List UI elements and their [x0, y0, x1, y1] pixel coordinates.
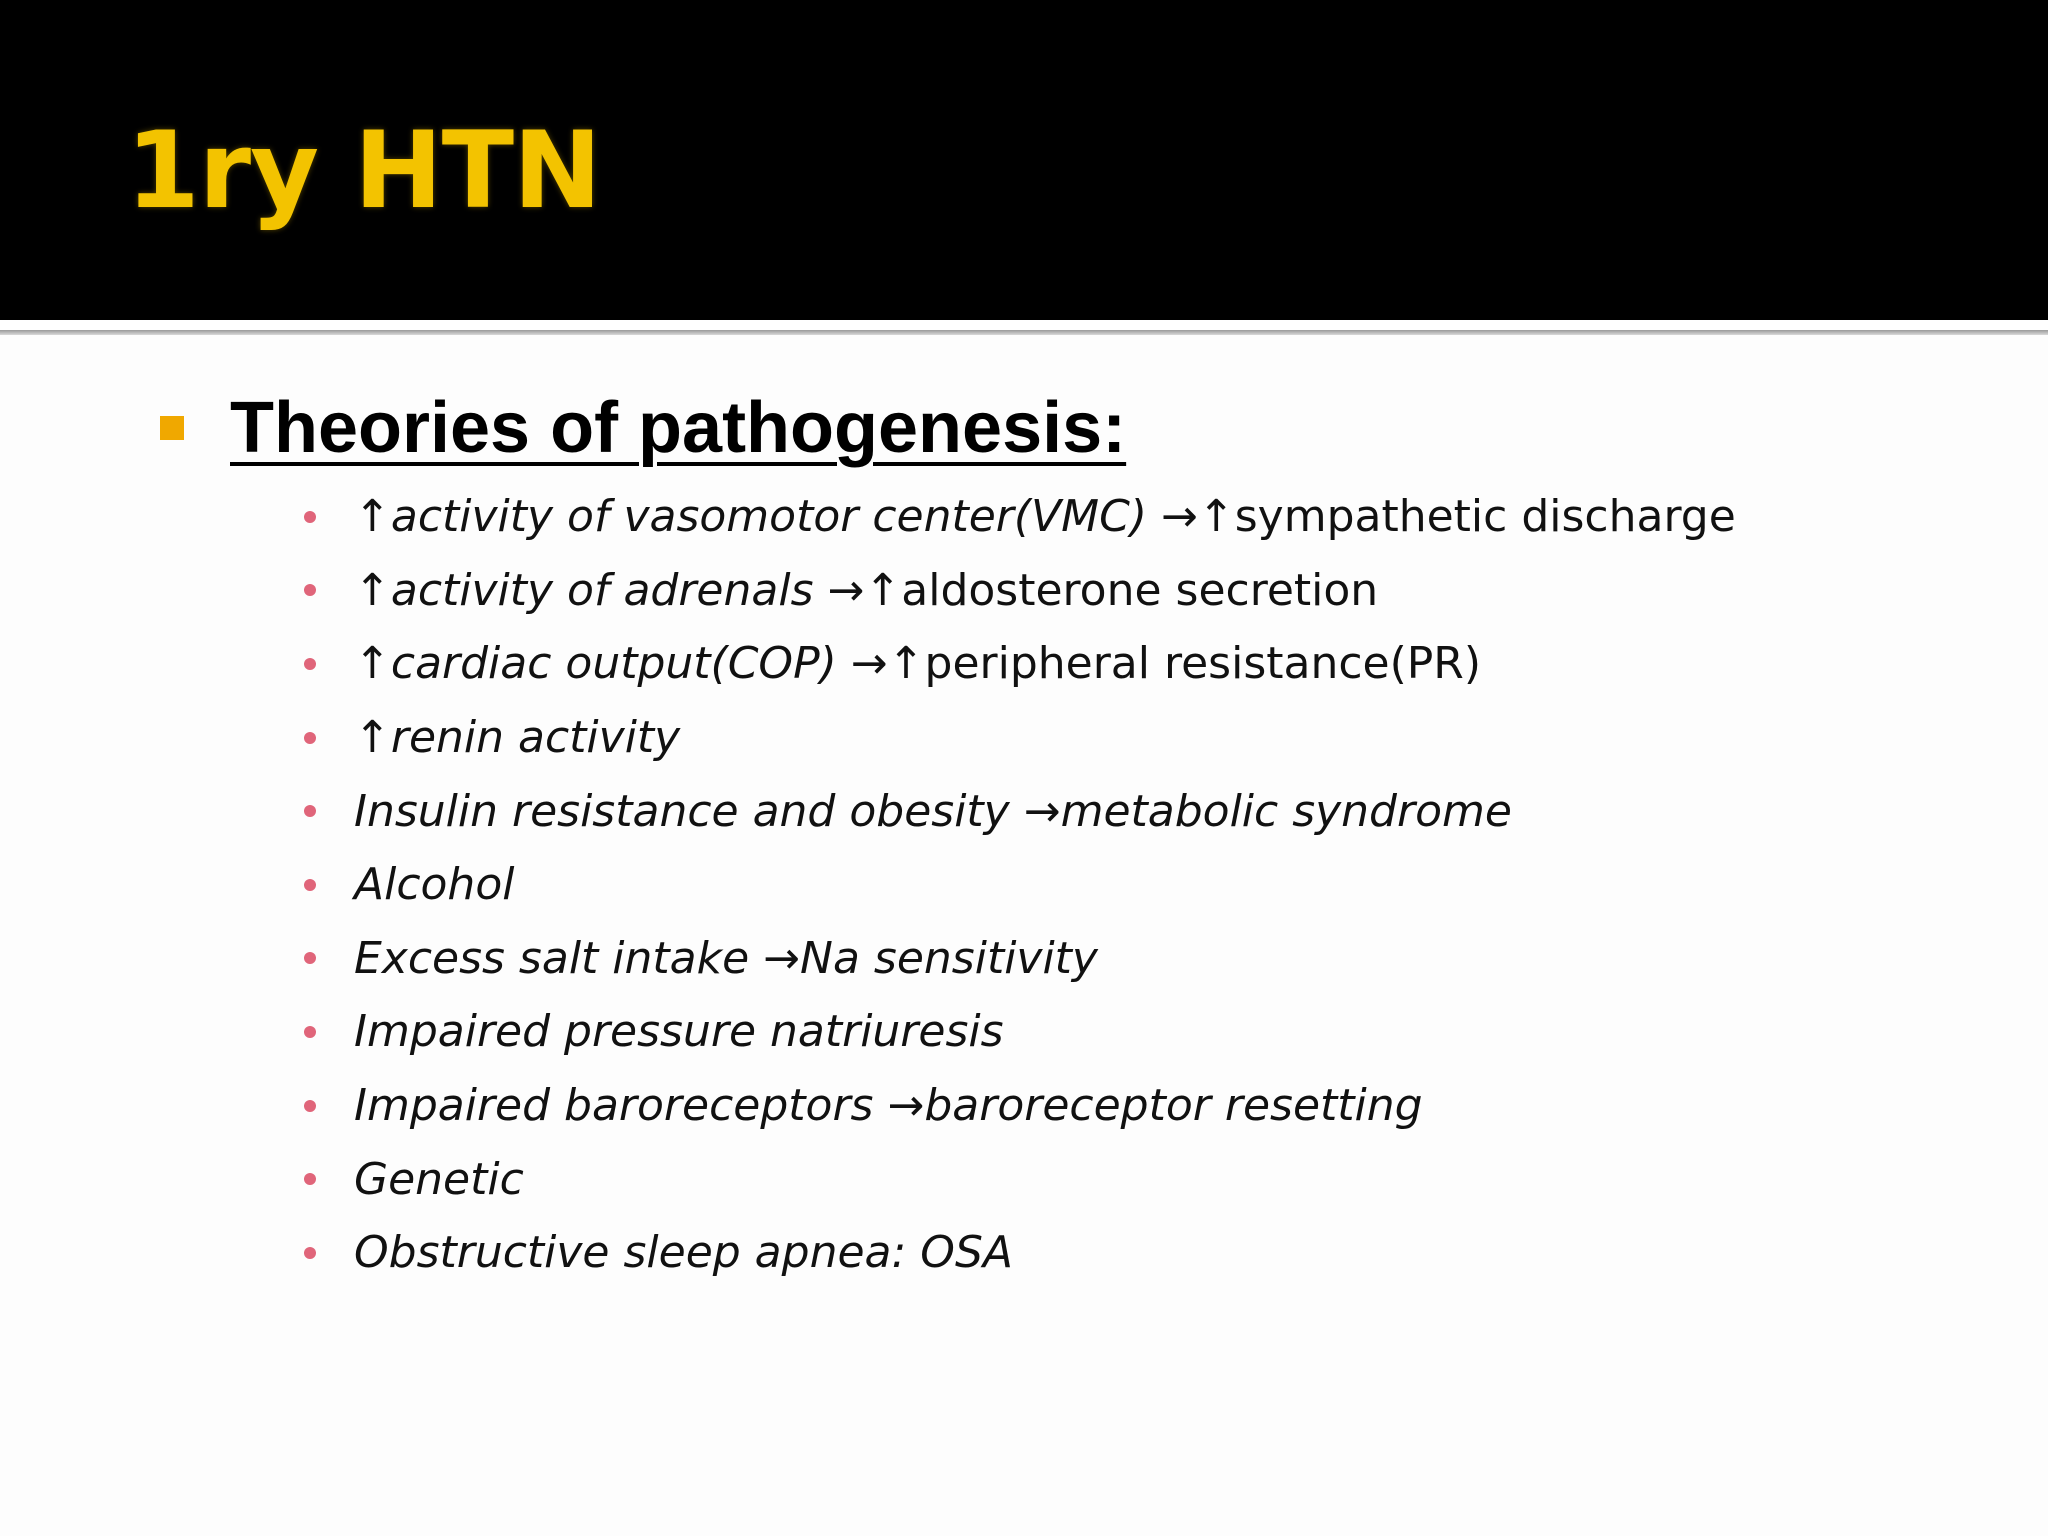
right-arrow-icon: → — [887, 1080, 925, 1132]
slide-title: 1ry HTN — [126, 109, 601, 232]
list-item — [304, 848, 2000, 922]
right-arrow-icon: → — [850, 638, 888, 690]
item-text: renin activity — [390, 712, 681, 764]
section-heading: Theories of pathogenesis: — [230, 388, 1127, 468]
list-item — [304, 480, 2000, 554]
up-arrow-icon: ↑ — [354, 491, 391, 543]
bullet-dot-icon — [304, 1247, 316, 1259]
list-item — [304, 554, 2000, 628]
item-cause: activity of vasomotor center(VMC) — [390, 491, 1147, 543]
item-effect: sympathetic discharge — [1234, 491, 1736, 543]
bullet-dot-icon — [304, 879, 316, 891]
bullet-dot-icon — [304, 805, 316, 817]
item-cause: Impaired baroreceptors — [354, 1080, 874, 1132]
right-arrow-icon: → — [827, 564, 865, 616]
right-arrow-icon: → — [763, 932, 801, 984]
section-heading-row — [160, 382, 2000, 474]
item-effect: metabolic syndrome — [1060, 785, 1512, 837]
item-cause: activity of adrenals — [390, 564, 814, 616]
bullet-dot-icon — [304, 952, 316, 964]
bullet-dot-icon — [304, 658, 316, 670]
bullet-dot-icon — [304, 1173, 316, 1185]
up-arrow-icon: ↑ — [887, 638, 925, 690]
item-effect: peripheral resistance(PR) — [924, 638, 1482, 690]
header-divider-shadow — [0, 330, 2048, 335]
list-item — [304, 922, 2000, 996]
theory-list — [160, 480, 2000, 1290]
list-item — [304, 1216, 2000, 1290]
list-item — [304, 774, 2000, 848]
list-item — [304, 701, 2000, 775]
item-effect: Na sensitivity — [800, 932, 1098, 984]
right-arrow-icon: → — [1023, 785, 1061, 837]
list-item — [304, 1142, 2000, 1216]
bullet-dot-icon — [304, 584, 316, 596]
item-text: Genetic — [354, 1153, 524, 1205]
list-item — [304, 995, 2000, 1069]
list-item — [304, 1069, 2000, 1143]
item-text: Impaired pressure natriuresis — [354, 1006, 1004, 1058]
item-text: Alcohol — [354, 859, 515, 911]
up-arrow-icon: ↑ — [354, 712, 391, 764]
item-cause: Excess salt intake — [354, 932, 750, 984]
bullet-dot-icon — [304, 1100, 316, 1112]
content-section — [160, 382, 2000, 1290]
item-effect: baroreceptor resetting — [924, 1080, 1423, 1132]
up-arrow-icon: ↑ — [864, 564, 902, 616]
list-item — [304, 627, 2000, 701]
bullet-dot-icon — [304, 732, 316, 744]
bullet-dot-icon — [304, 1026, 316, 1038]
bullet-dot-icon — [304, 511, 316, 523]
title-bar — [0, 0, 2048, 320]
header-divider — [0, 320, 2048, 330]
item-text: Obstructive sleep apnea: OSA — [354, 1227, 1013, 1279]
right-arrow-icon: → — [1161, 491, 1198, 543]
square-bullet-icon — [160, 416, 184, 440]
up-arrow-icon: ↑ — [1197, 491, 1235, 543]
item-cause: cardiac output(COP) — [390, 638, 837, 690]
up-arrow-icon: ↑ — [354, 564, 391, 616]
item-cause: Insulin resistance and obesity — [354, 785, 1010, 837]
item-effect: aldosterone secretion — [901, 564, 1379, 616]
up-arrow-icon: ↑ — [354, 638, 391, 690]
